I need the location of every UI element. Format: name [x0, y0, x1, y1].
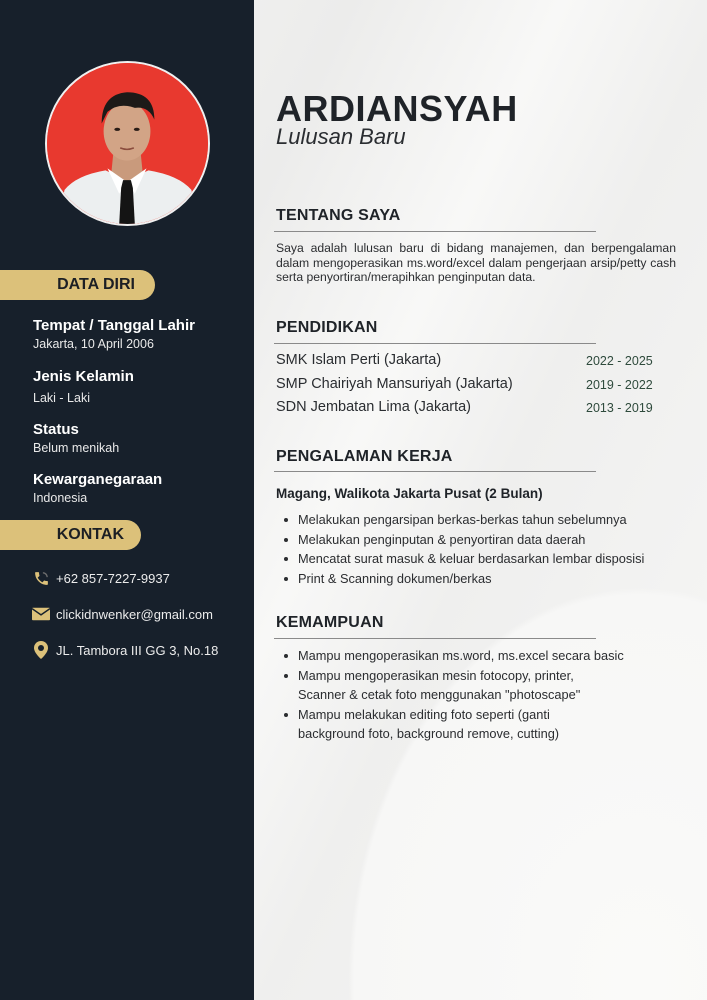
person-portrait-icon [47, 63, 208, 224]
list-item: Mencatat surat masuk & keluar berdasarkan lembar disposisi [283, 549, 693, 569]
phone-number: +62 857-7227-9937 [56, 570, 170, 586]
skills-title: KEMAMPUAN [276, 614, 384, 631]
field-status [33, 421, 119, 456]
data-diri-title: DATA DIRI [57, 276, 135, 293]
list-item: Melakukan pengarsipan berkas-berkas tahun sebelumnya [283, 510, 693, 530]
list-item: Mampu mengoperasikan ms.word, ms.excel secara basic [283, 646, 663, 666]
field-value: Belum menikah [33, 441, 120, 455]
field-label: Jenis Kelamin [33, 368, 134, 385]
profile-photo [45, 61, 210, 226]
experience-title: PENGALAMAN KERJA [276, 448, 453, 465]
school-name: SDN Jembatan Lima (Jakarta) [276, 399, 472, 415]
phone-icon [32, 569, 50, 587]
section-divider [274, 343, 596, 344]
about-title: TENTANG SAYA [276, 207, 401, 224]
list-item: Melakukan penginputan & penyortiran data daerah [283, 530, 693, 550]
school-name: SMK Islam Perti (Jakarta) [276, 352, 442, 368]
sidebar [0, 0, 254, 1000]
job-title: Magang, Walikota Jakarta Pusat (2 Bulan) [276, 486, 543, 501]
candidate-name: ARDIANSYAH [276, 88, 518, 129]
kontak-heading [0, 520, 141, 550]
experience-list [283, 510, 693, 588]
field-gender [33, 368, 134, 406]
field-citizenship [33, 471, 162, 506]
envelope-icon [32, 605, 50, 623]
section-divider [274, 638, 596, 639]
email-address: clickidnwenker@gmail.com [56, 606, 213, 622]
kontak-title: KONTAK [56, 526, 124, 543]
address: JL. Tambora III GG 3, No.18 [56, 642, 219, 658]
school-years: 2013 - 2019 [586, 401, 653, 415]
education-item [276, 376, 666, 392]
section-divider [274, 471, 596, 472]
list-item: Mampu mengoperasikan mesin fotocopy, printer, Scanner & cetak foto menggunakan "photoscape" [283, 666, 623, 705]
field-label: Status [33, 421, 79, 438]
section-divider [274, 231, 596, 232]
list-item: Print & Scanning dokumen/berkas [283, 569, 693, 589]
education-item [276, 399, 666, 415]
contact-phone[interactable] [32, 569, 170, 587]
contact-address[interactable] [32, 641, 218, 659]
field-value: Laki - Laki [33, 391, 90, 405]
field-label: Kewarganegaraan [33, 471, 163, 488]
field-birth [33, 317, 195, 352]
contact-email[interactable] [32, 605, 213, 623]
list-item: Mampu melakukan editing foto seperti (ganti background foto, background remove, cutting) [283, 705, 603, 744]
field-label: Tempat / Tanggal Lahir [33, 317, 195, 334]
field-value: Jakarta, 10 April 2006 [33, 337, 154, 351]
about-text: Saya adalah lulusan baru di bidang manajemen, dan berpengalaman dalam mengoperasikan ms.word/excel dalam pengerjaan arsip/petty cash serta penyortiran/merapihkan penginputan data. [276, 241, 676, 284]
education-title: PENDIDIKAN [276, 319, 378, 336]
school-name: SMP Chairiyah Mansuriyah (Jakarta) [276, 376, 513, 392]
skills-list [283, 646, 663, 744]
school-years: 2019 - 2022 [586, 378, 653, 392]
education-item [276, 352, 666, 368]
data-diri-heading [0, 270, 155, 300]
field-value: Indonesia [33, 491, 88, 505]
candidate-subtitle: Lulusan Baru [276, 124, 406, 149]
location-pin-icon [32, 641, 50, 659]
school-years: 2022 - 2025 [586, 354, 653, 368]
